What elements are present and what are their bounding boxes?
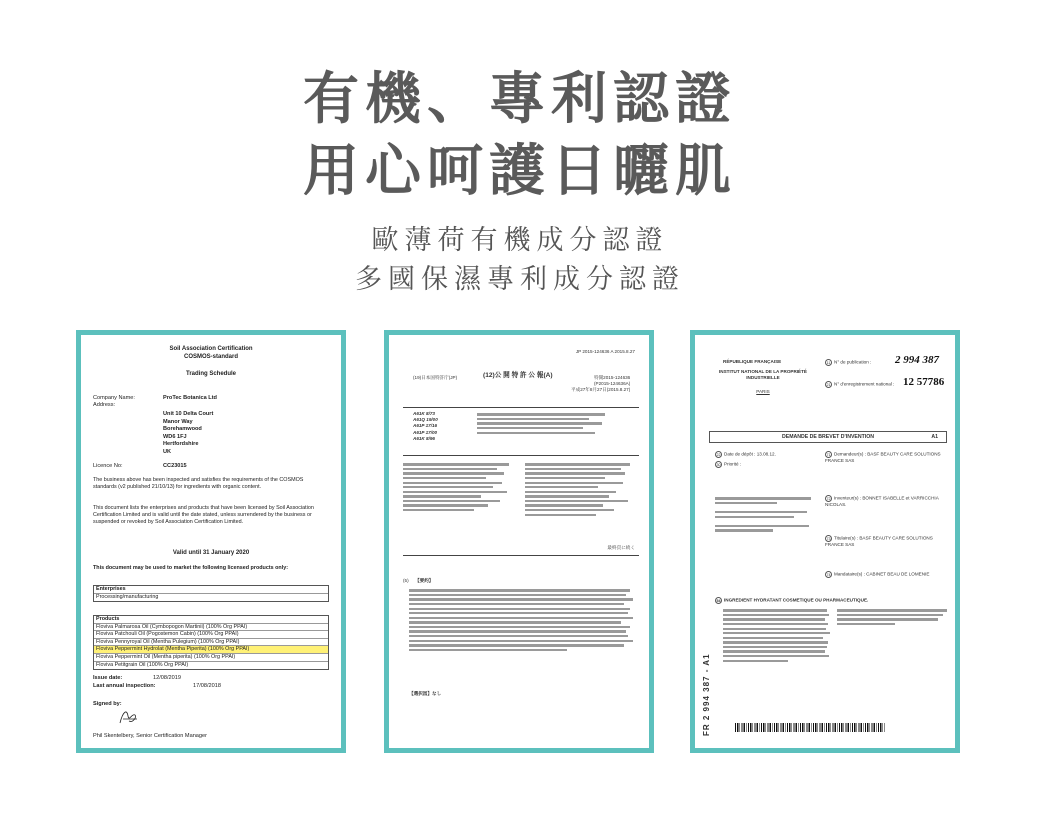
address-line: UK (163, 448, 172, 455)
fr-pub-label: 11 N° de publication : (826, 359, 872, 365)
product-row: Floviva Patchouli Oil (Pogostemon Cabin) (100% Org PPAI) (94, 631, 328, 639)
fr-applicant-text: Demandeur(s) : BASF BEAUTY CARE SOLUTIONS FRANCE SAS (825, 451, 941, 463)
fr-depot-text: Date de dépôt : 13.08.12. (724, 451, 776, 457)
divider (403, 455, 639, 456)
cert1-issue-date: 12/08/2019 (153, 675, 181, 681)
cert-frame-jp-patent (384, 330, 654, 753)
jp-page-marker: (5) (403, 578, 409, 583)
fr-holder: 73 Titulaire(s) : BASF BEAUTY CARE SOLUTIONS FRANCE SAS (825, 535, 933, 547)
fr-left-fields (715, 495, 819, 534)
cert-frame-fr-patent (690, 330, 960, 753)
cert1-licence: CC23015 (163, 463, 187, 469)
fr-agent-text: Mandataire(s) : CABINET BEAU DE LOMENIE (834, 571, 930, 577)
cert1-title-line1: Soil Association Certification (169, 346, 253, 352)
fr-abstract-left (723, 607, 831, 664)
address-line: Unit 10 Delta Court (163, 411, 214, 417)
cert1-last-label: Last annual inspection: (93, 683, 156, 689)
jp-fi-codes (413, 411, 438, 442)
jp-continued: 最終頁に続く (607, 545, 635, 550)
cert1-company: ProTec Botanica Ltd (163, 395, 217, 401)
cert1-signed-label: Signed by: (93, 701, 122, 707)
fr-agent: 74 Mandataire(s) : CABINET BEAU DE LOMENIE (826, 571, 930, 577)
jp-top-ref: JP 2015-124636 A 2015.8.27 (575, 349, 635, 354)
headline-line-2: 用心呵護日曬肌 (303, 138, 737, 204)
jp-abstract-heading: 【要約】 (415, 578, 434, 583)
fr-institut: INSTITUT NATIONAL DE LA PROPRIÉTÉ INDUSTRIELLE (719, 369, 807, 380)
product-row: Floviva Palmarosa Oil (Cymbopogon Martinii) (100% Org PPAI) (94, 624, 328, 632)
cert1-schedule: Trading Schedule (185, 371, 236, 377)
fr-demande-title: DEMANDE DE BREVET D'INVENTION (781, 434, 875, 440)
fi-row: A61P 17/16 (413, 423, 438, 429)
fr-side-number-text: FR 2 994 387 - A1 (702, 653, 711, 736)
subheading-line-1: 歐薄荷有機成分認證 (371, 225, 669, 256)
jp-figure-note: 【選択図】なし (409, 691, 442, 696)
fr-city: PARIS (756, 389, 770, 394)
jp-bib-right (525, 461, 639, 518)
soil-association-certificate (81, 335, 341, 748)
fr-pub-label-text: N° de publication : (834, 359, 872, 365)
cert1-title (81, 345, 341, 361)
jp-bib-left (403, 461, 521, 514)
fi-row: A61K 8/73 (413, 411, 435, 416)
subheading-line-2: 多國保濕專利成分認證 (355, 264, 685, 295)
divider (403, 407, 639, 408)
jp-office: (19)日本国特許庁(JP) (413, 375, 458, 380)
cert1-address-label: Address: (93, 402, 116, 408)
headline-line-1: 有機、專利認證 (303, 66, 737, 132)
divider (403, 555, 639, 556)
cert1-licence-label: Licence No: (93, 463, 123, 469)
fr-invention-title: 54 INGREDIENT HYDRATANT COSMETIQUE OU PHARMACEUTIQUE. (716, 597, 869, 603)
cert1-valid-until: Valid until 31 January 2020 (172, 550, 250, 556)
cert1-market-note: This document may be used to market the following licensed products only: (93, 565, 288, 571)
fr-abstract-right (837, 607, 949, 628)
cert1-para-2: This document lists the enterprises and products that have been licensed by Soil Association Certification Limited and is valid until the date stated, unless surrendered by the business or suspended or revoked by Soil Association Certification Limited. (93, 505, 314, 525)
cert1-signer: Phil Skentelbery, Senior Certification Manager (93, 733, 208, 739)
fr-holder-text: Titulaire(s) : BASF BEAUTY CARE SOLUTIONS FRANCE SAS (825, 535, 933, 547)
fi-row: A61P 17/00 (413, 429, 438, 435)
address-line: Hertfordshire (163, 441, 199, 448)
fr-patent-application (695, 335, 955, 748)
fr-priority-text: Priorité : (724, 461, 742, 467)
jp-pubno-block (571, 375, 630, 394)
fr-pub-number: 2 994 387 (895, 354, 939, 366)
cert1-address (163, 411, 213, 457)
fr-applicant: 71 Demandeur(s) : BASF BEAUTY CARE SOLUTIONS FRANCE SAS (825, 451, 941, 463)
jp-patent-publication (389, 335, 649, 748)
signature-icon (117, 707, 141, 727)
fr-priority: 30 Priorité : (716, 461, 742, 467)
product-row: Floviva Pennyroyal Oil (Mentha Pulegium) (100% Org PPAI) (94, 639, 328, 647)
barcode-icon (735, 723, 885, 732)
enterprises-header: Enterprises (94, 586, 328, 594)
cert1-issue-label: Issue date: (93, 675, 123, 681)
fr-reg-number: 12 57786 (903, 376, 945, 388)
jp-class-table (477, 411, 637, 436)
cert-frame-soil-association (76, 330, 346, 753)
fr-depot: 22 Date de dépôt : 13.08.12. (716, 451, 776, 457)
cert1-para-1: The business above has been inspected and satisfies the requirements of the COSMOS standards (v2 published 21/10/13) for ingredients with organic content. (93, 477, 304, 490)
cert1-company-label: Company Name: (93, 395, 135, 401)
product-row: Floviva Peppermint Oil (Mentha piperita) (100% Org PPAI) (94, 654, 328, 662)
fi-row: A61Q 19/00 (413, 417, 438, 423)
address-line: Manor Way (163, 418, 193, 425)
fi-row: A61K 8/96 (413, 435, 435, 441)
fr-demande-box (709, 431, 947, 443)
fr-inventor: 72 Inventeur(s) : BONNET ISABELLE et VARRICCHIA NICOLAS. (825, 495, 939, 507)
fr-invention-title-text: INGREDIENT HYDRATANT COSMETIQUE OU PHARMACEUTIQUE. (724, 597, 869, 603)
product-row: Floviva Petitgrain Oil (100% Org PPAI) (96, 661, 189, 668)
fr-reg-label: 21 N° d'enregistrement national : (826, 381, 895, 387)
products-header: Products (94, 616, 328, 624)
fr-side-number (699, 595, 713, 745)
cert1-title-line2: COSMOS-standard (183, 354, 238, 360)
fr-republic: RÉPUBLIQUE FRANÇAISE (723, 359, 782, 364)
fr-reg-label-text: N° d'enregistrement national : (834, 381, 895, 387)
jp-kind: (12)公 開 特 許 公 報(A) (483, 372, 553, 379)
enterprises-row: Processing/manufacturing (96, 593, 159, 600)
fr-kind-code: A1 (931, 434, 938, 440)
jp-abstract-body (409, 587, 635, 653)
cert1-products-table (93, 615, 329, 670)
fr-inventor-text: Inventeur(s) : BONNET ISABELLE et VARRICCHIA NICOLAS. (825, 495, 939, 507)
cert1-last-date: 17/08/2018 (193, 683, 221, 689)
jp-date: 平成27年8月27日(2015.8.27) (571, 387, 631, 393)
product-row-highlighted: Floviva Peppermint Hydrolat (Mentha Piperita) (100% Org PPAI) (94, 646, 328, 654)
jp-pubno: 特開2015-124636 (593, 375, 631, 380)
jp-pubno2: (P2015-124636A) (593, 381, 631, 387)
address-line: Borehamwood (163, 426, 202, 433)
address-line: WD6 1FJ (163, 433, 187, 440)
cert1-enterprises-table (93, 585, 329, 602)
